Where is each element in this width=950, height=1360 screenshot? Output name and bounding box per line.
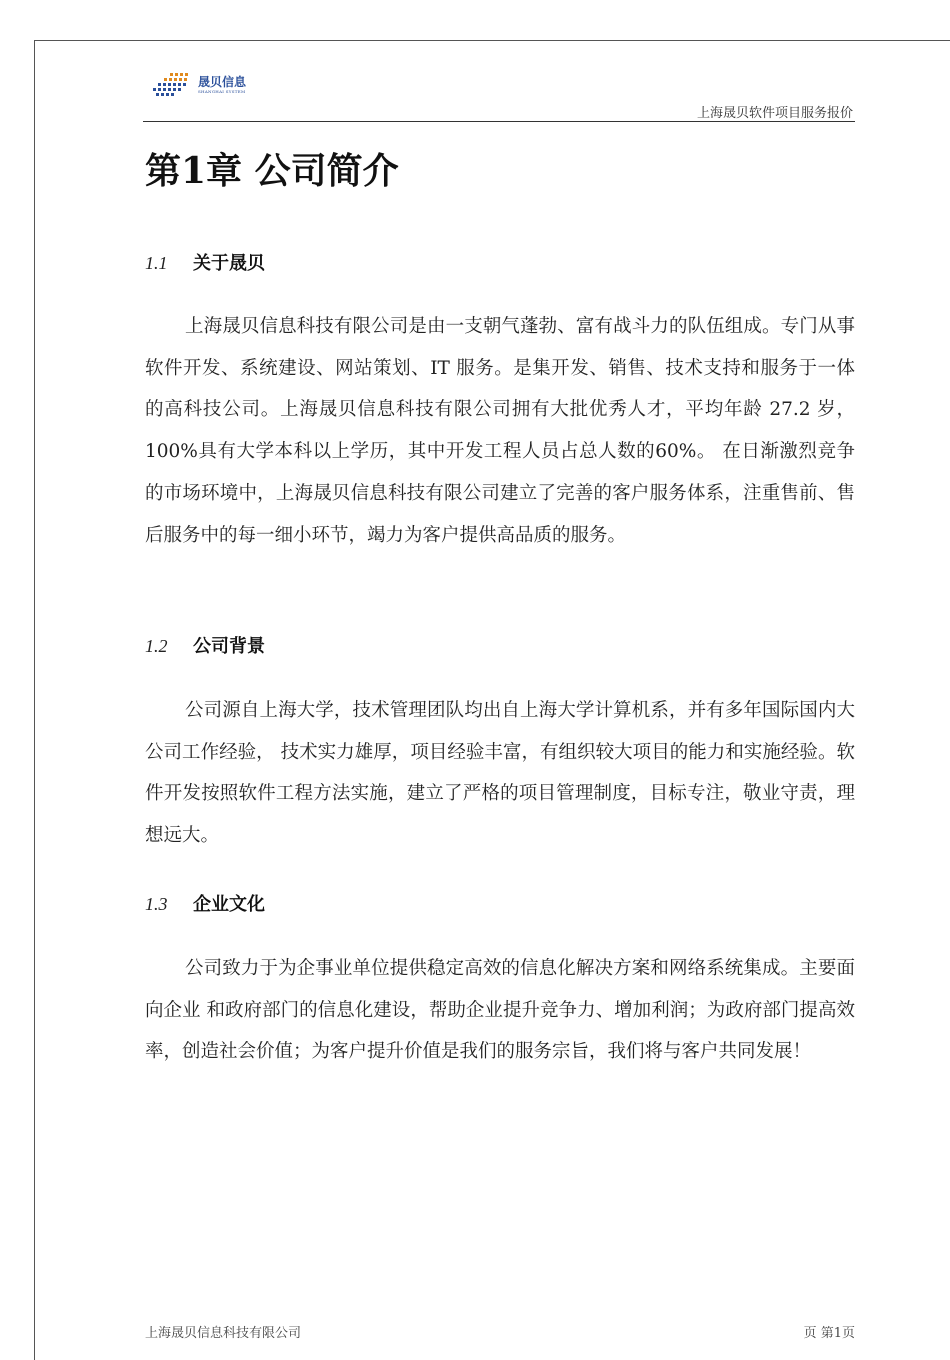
company-logo — [150, 72, 246, 98]
logo-dots-icon — [150, 72, 194, 98]
section-title: 关于晟贝 — [193, 253, 265, 274]
section-paragraph-1-1: 上海晟贝信息科技有限公司是由一支朝气蓬勃、富有战斗力的队伍组成。专门从事软件开发、系统建设、网站策划、IT 服务。是集开发、销售、技术支持和服务于一体的高科技公司。上海晟贝信息科技有限公司拥有大批优秀人才，平均年龄 27.2 岁，100%具有大学本科以上学历，其中开发工程人员占总人数的60%。 在日渐激烈竞争的市场环境中，上海晟贝信息科技有限公司建立了完善的客户服务体系，注重售前、售后服务中的每一细小环节，竭力为客户提供高品质的服务。 — [145, 316, 855, 546]
section-heading-1-1 — [145, 249, 265, 275]
section-heading-1-3 — [145, 890, 265, 916]
section-paragraph-1-3: 公司致力于为企事业单位提供稳定高效的信息化解决方案和网络系统集成。主要面向企业 和政府部门的信息化建设，帮助企业提升竞争力、增加利润；为政府部门提高效率，创造社会价值；为客户提升价值是我们的服务宗旨，我们将与客户共同发展！ — [145, 958, 855, 1063]
header-divider — [143, 121, 855, 122]
logo-subtext: SHANGHAI SYSTEM — [198, 89, 246, 94]
logo-name: 晟贝信息 — [198, 75, 247, 89]
document-header-title: 上海晟贝软件项目服务报价 — [696, 106, 853, 121]
section-number: 1.2 — [145, 636, 168, 656]
section-title: 企业文化 — [193, 894, 265, 915]
section-heading-1-2 — [145, 632, 265, 658]
section-number: 1.3 — [145, 894, 168, 914]
footer-company: 上海晟贝信息科技有限公司 — [145, 1326, 302, 1341]
section-number: 1.1 — [145, 253, 168, 273]
footer-page-number: 页 第1页 — [803, 1326, 855, 1341]
chapter-title: 第1章 公司简介 — [145, 150, 399, 192]
section-title: 公司背景 — [193, 636, 265, 657]
section-paragraph-1-2: 公司源自上海大学，技术管理团队均出自上海大学计算机系，并有多年国际国内大公司工作经验， 技术实力雄厚，项目经验丰富，有组织较大项目的能力和实施经验。软件开发按照软件工程方法实施，建立了严格的项目管理制度，目标专注，敬业守责，理想远大。 — [145, 700, 855, 847]
page-footer — [145, 1322, 855, 1341]
